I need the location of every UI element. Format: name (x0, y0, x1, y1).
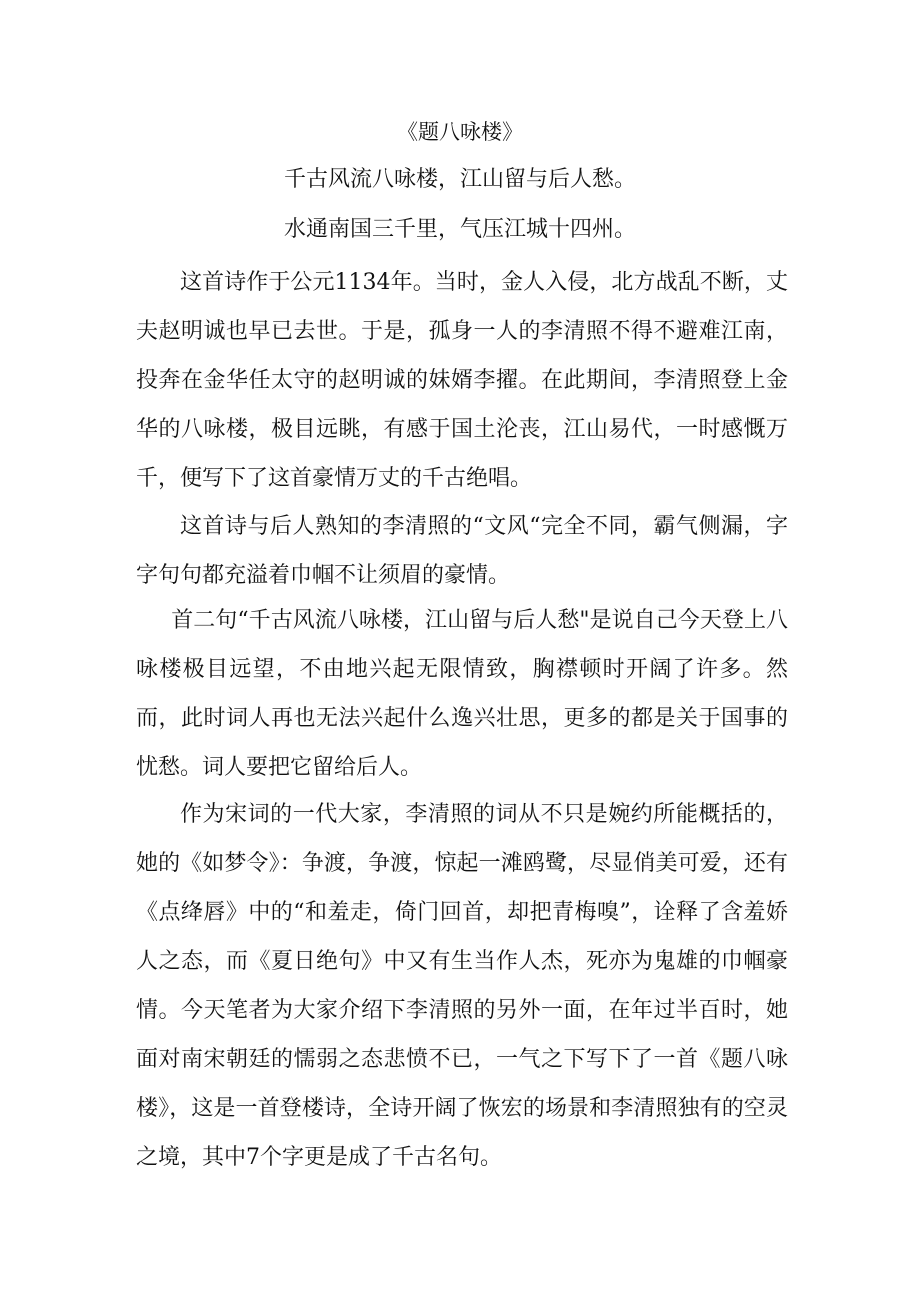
paragraph-author-introduction: 作为宋词的一代大家，李清照的词从不只是婉约所能概括的，她的《如梦令》：争渡，争渡，惊起一滩鸥鹭，尽显俏美可爱，还有《点绛唇》中的“和羞走，倚门回首，却把青梅嗅”，诠释了含羞娇人之态，而《夏日绝句》中又有生当作人杰，死亦为鬼雄的巾帼豪情。今天笔者为大家介绍下李清照的另外一面，在年过半百时，她面对南宋朝廷的懦弱之态悲愤不已，一气之下写下了一首《题八咏楼》，这是一首登楼诗，全诗开阔了恢宏的场景和李清照独有的空灵之境，其中7个字更是成了千古名句。 (136, 802, 788, 1170)
paragraph-style: 这首诗与后人熟知的李清照的“文风“完全不同，霸气侧漏，字字句句都充溢着巾帼不让须眉的豪情。 (136, 514, 788, 588)
poem-line-2: 水通南国三千里，气压江城十四州。 (283, 217, 636, 242)
poem-line-1: 千古风流八咏楼，江山留与后人愁。 (283, 167, 636, 192)
paragraph-first-two-lines: 首二句“千古风流八咏楼，江山留与后人愁"是说自己今天登上八咏楼极目远望，不由地兴起无限情致，胸襟顿时开阔了许多。然而，此时词人再也无法兴起什么逸兴壮思，更多的都是关于国事的忧愁。词人要把它留给后人。 (136, 608, 788, 780)
poem-title: 《题八咏楼》 (397, 120, 523, 144)
paragraph-background: 这首诗作于公元1134年。当时，金人入侵，北方战乱不断，丈夫赵明诚也早已去世。于是，孤身一人的李清照不得不避难江南，投奔在金华任太守的赵明诚的妹婿李擢。在此期间，李清照登上金华的八咏楼，极目远眺，有感于国土沦丧，江山易代，一时感慨万千，便写下了这首豪情万丈的千古绝唱。 (136, 270, 788, 491)
